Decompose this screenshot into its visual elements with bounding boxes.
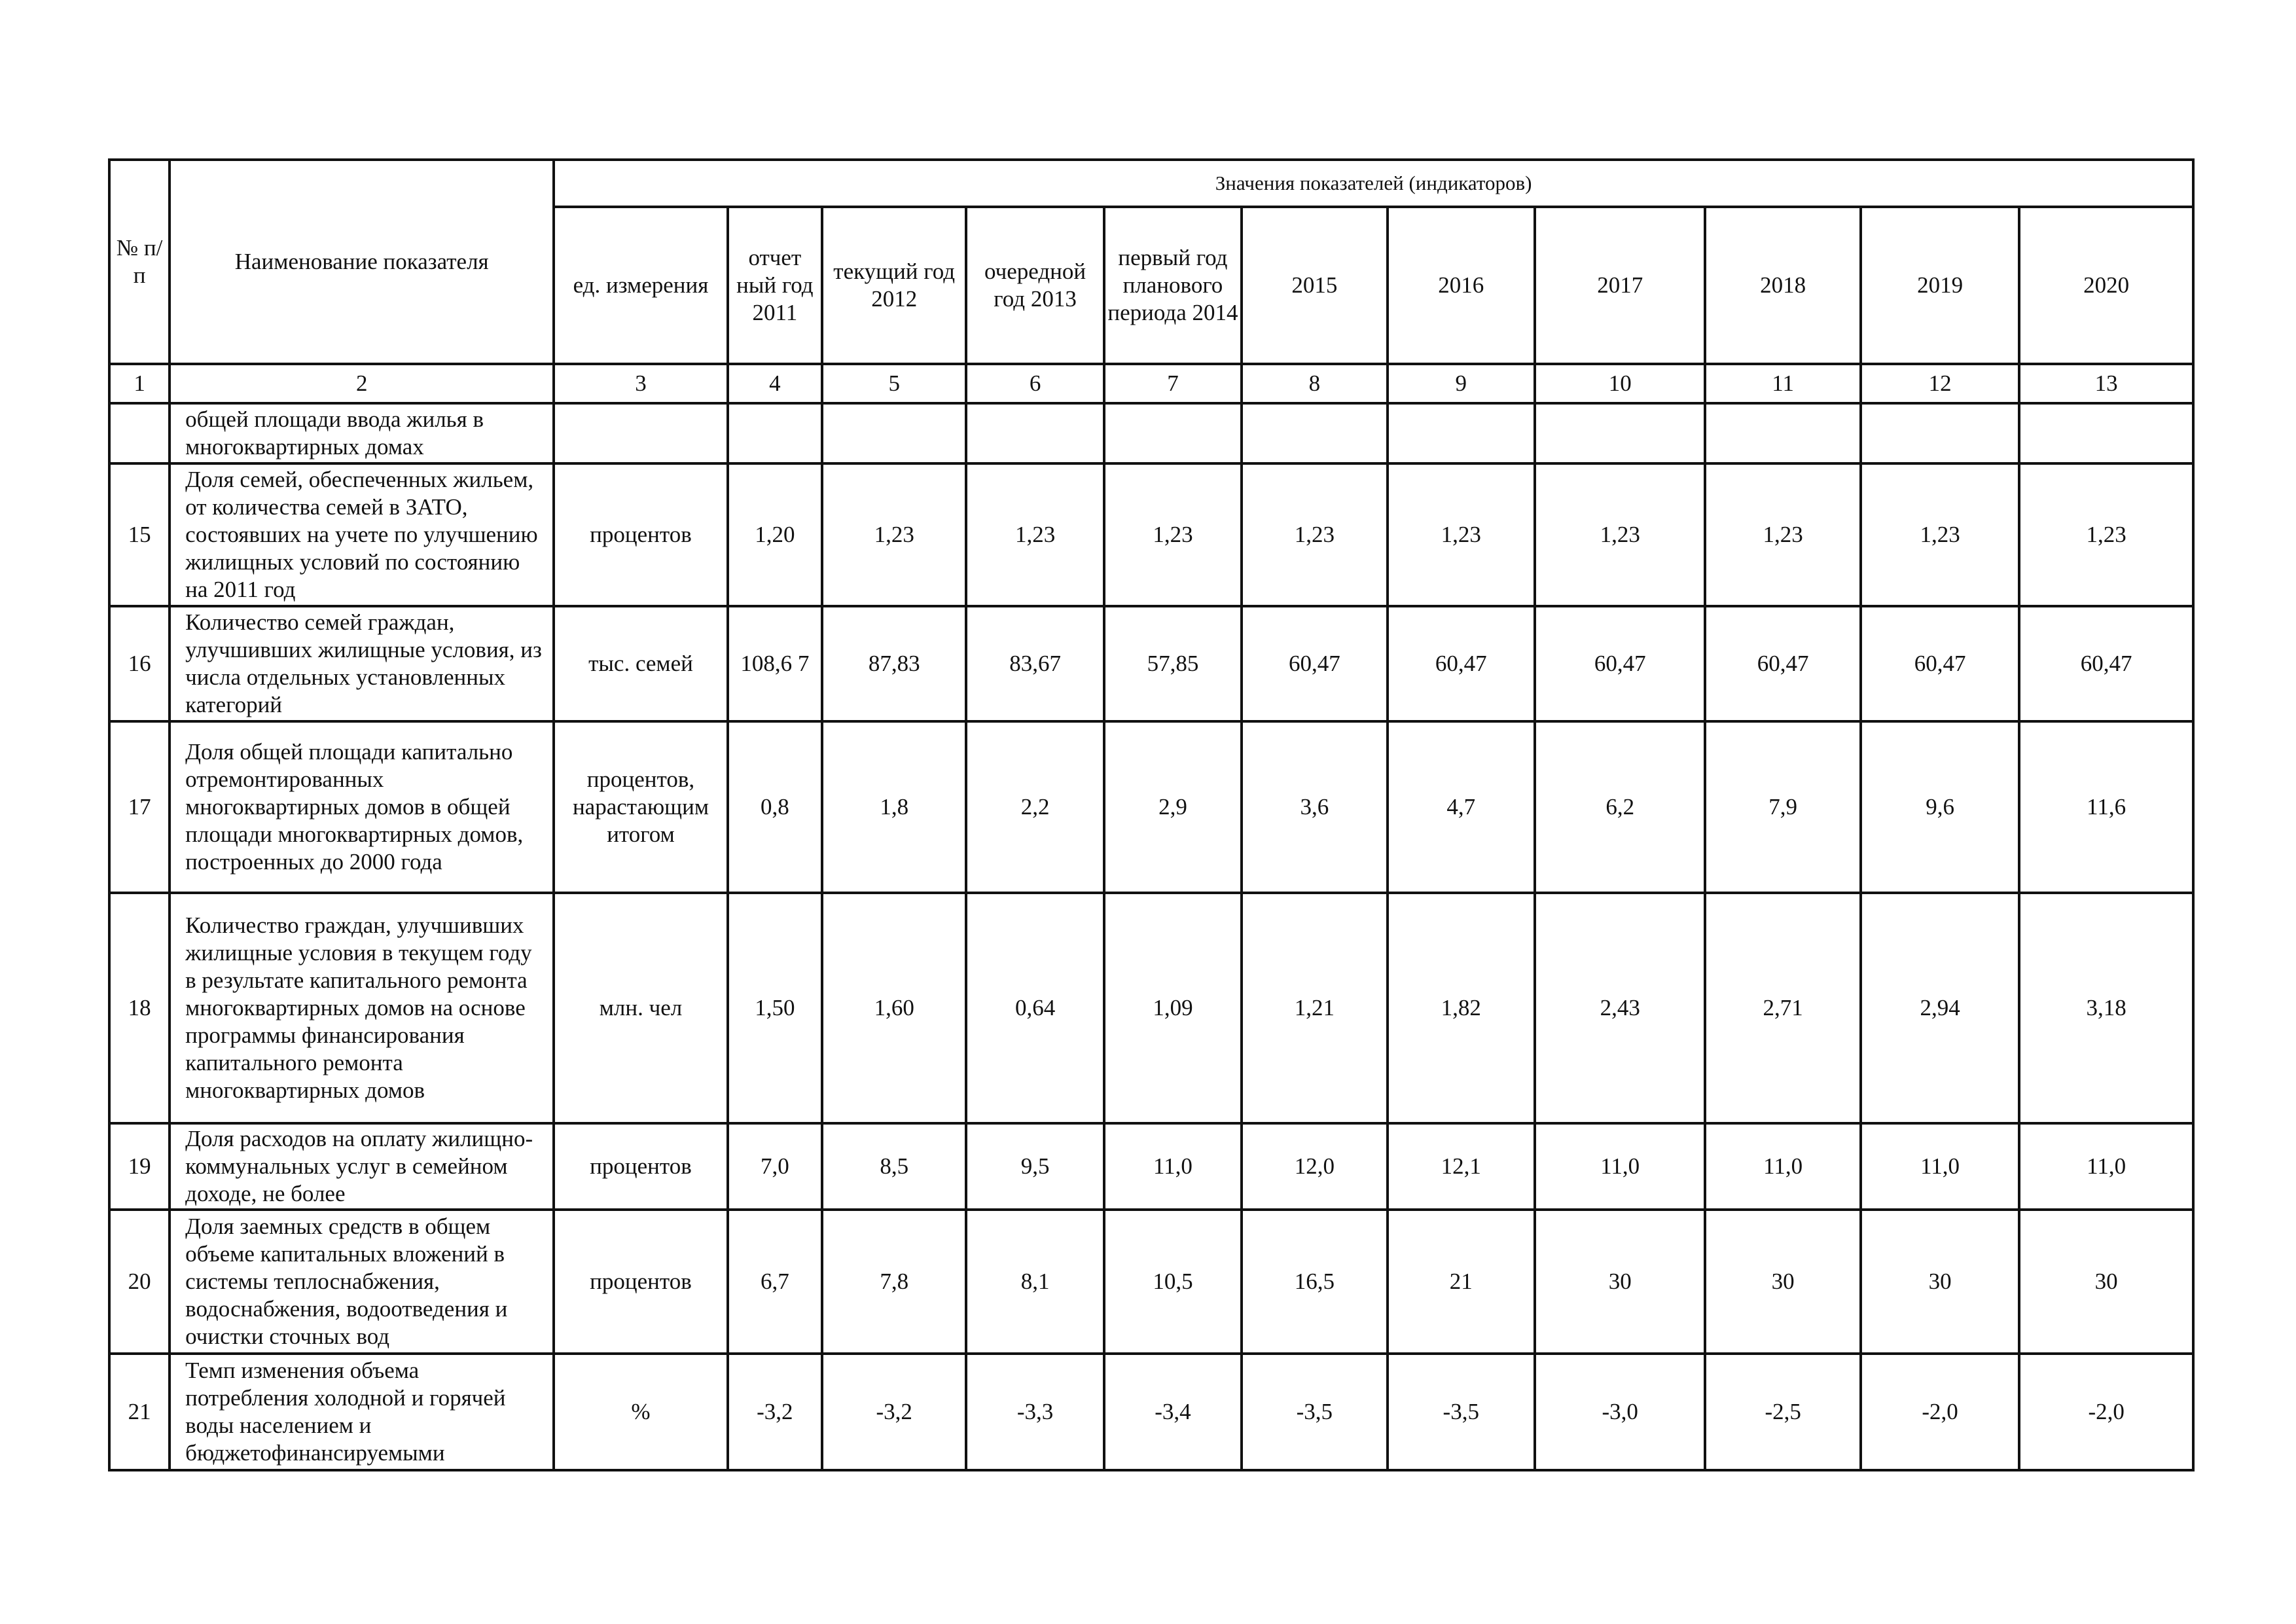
- value-cell: -3,3: [966, 1354, 1103, 1470]
- header-unit: ед. измерения: [554, 207, 727, 364]
- header-num: № п/ п: [109, 160, 170, 364]
- header-year-col: 2018: [1705, 207, 1860, 364]
- value-cell: 16,5: [1242, 1210, 1387, 1354]
- header-year-col: 2017: [1535, 207, 1705, 364]
- value-cell: [728, 403, 822, 463]
- table-row: [109, 721, 2193, 893]
- value-cell: 83,67: [966, 606, 1103, 721]
- indicator-name-cell: Доля заемных средств в общем объеме капитальных вложений в системы теплоснабжения, водоснабжения, водоотведения и очистки сточных вод: [170, 1210, 554, 1354]
- row-number-cell: 20: [109, 1210, 170, 1354]
- unit-cell: тыс. семей: [554, 606, 727, 721]
- value-cell: 1,23: [2019, 463, 2193, 606]
- value-cell: 3,18: [2019, 893, 2193, 1123]
- value-cell: 57,85: [1104, 606, 1242, 721]
- value-cell: 7,0: [728, 1123, 822, 1210]
- value-cell: 60,47: [1535, 606, 1705, 721]
- value-cell: -3,4: [1104, 1354, 1242, 1470]
- value-cell: 11,0: [1705, 1123, 1860, 1210]
- table-row: [109, 463, 2193, 606]
- column-number-cell: 5: [822, 364, 966, 403]
- unit-cell: процентов: [554, 1210, 727, 1354]
- value-cell: [1861, 403, 2019, 463]
- value-cell: 3,6: [1242, 721, 1387, 893]
- value-cell: [2019, 403, 2193, 463]
- value-cell: 8,1: [966, 1210, 1103, 1354]
- value-cell: -3,0: [1535, 1354, 1705, 1470]
- value-cell: 2,71: [1705, 893, 1860, 1123]
- header-year-col: первый год планового периода 2014: [1104, 207, 1242, 364]
- value-cell: 1,20: [728, 463, 822, 606]
- value-cell: -2,5: [1705, 1354, 1860, 1470]
- value-cell: -3,2: [728, 1354, 822, 1470]
- value-cell: 11,0: [2019, 1123, 2193, 1210]
- value-cell: 2,43: [1535, 893, 1705, 1123]
- value-cell: 9,6: [1861, 721, 2019, 893]
- value-cell: 108,6 7: [728, 606, 822, 721]
- unit-cell: процентов: [554, 1123, 727, 1210]
- value-cell: 1,21: [1242, 893, 1387, 1123]
- header-year-col: 2020: [2019, 207, 2193, 364]
- column-number-cell: 9: [1388, 364, 1535, 403]
- row-number-cell: 21: [109, 1354, 170, 1470]
- value-cell: 10,5: [1104, 1210, 1242, 1354]
- column-number-cell: 2: [170, 364, 554, 403]
- column-number-cell: 11: [1705, 364, 1860, 403]
- header-year-col: 2019: [1861, 207, 2019, 364]
- value-cell: 1,23: [1242, 463, 1387, 606]
- column-number-cell: 3: [554, 364, 727, 403]
- value-cell: [966, 403, 1103, 463]
- value-cell: 1,23: [1388, 463, 1535, 606]
- value-cell: 12,0: [1242, 1123, 1387, 1210]
- header-year-col: 2015: [1242, 207, 1387, 364]
- unit-cell: процентов: [554, 463, 727, 606]
- value-cell: 8,5: [822, 1123, 966, 1210]
- value-cell: 60,47: [1388, 606, 1535, 721]
- indicator-name-cell: Количество семей граждан, улучшивших жилищные условия, из числа отдельных установленных категорий: [170, 606, 554, 721]
- column-number-cell: 4: [728, 364, 822, 403]
- column-number-cell: 10: [1535, 364, 1705, 403]
- value-cell: [1535, 403, 1705, 463]
- indicator-name-cell: общей площади ввода жилья в многоквартирных домах: [170, 403, 554, 463]
- value-cell: 11,0: [1535, 1123, 1705, 1210]
- indicator-name-cell: Количество граждан, улучшивших жилищные условия в текущем году в результате капитального ремонта многоквартирных домов на основе программы финансирования капитального ремонта многоквартирных домов: [170, 893, 554, 1123]
- value-cell: [1705, 403, 1860, 463]
- value-cell: 2,9: [1104, 721, 1242, 893]
- value-cell: 1,50: [728, 893, 822, 1123]
- value-cell: 7,9: [1705, 721, 1860, 893]
- value-cell: 6,7: [728, 1210, 822, 1354]
- row-number-cell: 16: [109, 606, 170, 721]
- value-cell: 30: [1705, 1210, 1860, 1354]
- value-cell: 1,23: [1705, 463, 1860, 606]
- value-cell: 6,2: [1535, 721, 1705, 893]
- table-row: [109, 1123, 2193, 1210]
- column-number-cell: 6: [966, 364, 1103, 403]
- value-cell: 11,0: [1104, 1123, 1242, 1210]
- row-number-cell: 19: [109, 1123, 170, 1210]
- value-cell: 9,5: [966, 1123, 1103, 1210]
- row-number-cell: 15: [109, 463, 170, 606]
- column-number-cell: 12: [1861, 364, 2019, 403]
- unit-cell: %: [554, 1354, 727, 1470]
- value-cell: 12,1: [1388, 1123, 1535, 1210]
- header-year-col: очередной год 2013: [966, 207, 1103, 364]
- value-cell: 1,23: [1104, 463, 1242, 606]
- value-cell: -3,5: [1242, 1354, 1387, 1470]
- value-cell: -2,0: [2019, 1354, 2193, 1470]
- value-cell: 0,8: [728, 721, 822, 893]
- unit-cell: процентов, нарастающим итогом: [554, 721, 727, 893]
- column-number-cell: 7: [1104, 364, 1242, 403]
- value-cell: 4,7: [1388, 721, 1535, 893]
- value-cell: -3,5: [1388, 1354, 1535, 1470]
- indicator-name-cell: Темп изменения объема потребления холодной и горячей воды населением и бюджетофинансируемыми: [170, 1354, 554, 1470]
- row-number-cell: 18: [109, 893, 170, 1123]
- value-cell: 1,09: [1104, 893, 1242, 1123]
- value-cell: 1,23: [1861, 463, 2019, 606]
- value-cell: 30: [2019, 1210, 2193, 1354]
- value-cell: 30: [1535, 1210, 1705, 1354]
- value-cell: 60,47: [1242, 606, 1387, 721]
- table-row: [109, 1354, 2193, 1470]
- value-cell: 21: [1388, 1210, 1535, 1354]
- value-cell: 1,23: [966, 463, 1103, 606]
- table-row: [109, 403, 2193, 463]
- value-cell: 1,23: [1535, 463, 1705, 606]
- header-row-group: [109, 160, 2193, 207]
- indicator-name-cell: Доля семей, обеспеченных жильем, от количества семей в ЗАТО, состоявших на учете по улучшению жилищных условий по состоянию на 2011 год: [170, 463, 554, 606]
- table-row: [109, 606, 2193, 721]
- header-name: Наименование показателя: [170, 160, 554, 364]
- value-cell: 7,8: [822, 1210, 966, 1354]
- value-cell: 30: [1861, 1210, 2019, 1354]
- value-cell: 60,47: [1705, 606, 1860, 721]
- header-year-col: 2016: [1388, 207, 1535, 364]
- value-cell: 2,2: [966, 721, 1103, 893]
- column-number-cell: 1: [109, 364, 170, 403]
- value-cell: [1388, 403, 1535, 463]
- row-number-cell: [109, 403, 170, 463]
- value-cell: 2,94: [1861, 893, 2019, 1123]
- value-cell: 11,0: [1861, 1123, 2019, 1210]
- value-cell: 60,47: [1861, 606, 2019, 721]
- indicators-table: [108, 158, 2195, 1471]
- value-cell: 87,83: [822, 606, 966, 721]
- column-number-row: [109, 364, 2193, 403]
- value-cell: [1242, 403, 1387, 463]
- table-row: [109, 893, 2193, 1123]
- table-row: [109, 1210, 2193, 1354]
- value-cell: -2,0: [1861, 1354, 2019, 1470]
- value-cell: [1104, 403, 1242, 463]
- value-cell: 1,82: [1388, 893, 1535, 1123]
- unit-cell: млн. чел: [554, 893, 727, 1123]
- indicator-name-cell: Доля общей площади капитально отремонтированных многоквартирных домов в общей площади многоквартирных домов, построенных до 2000 года: [170, 721, 554, 893]
- value-cell: [822, 403, 966, 463]
- value-cell: 1,60: [822, 893, 966, 1123]
- value-cell: 1,23: [822, 463, 966, 606]
- row-number-cell: 17: [109, 721, 170, 893]
- unit-cell: [554, 403, 727, 463]
- value-cell: 0,64: [966, 893, 1103, 1123]
- header-group-title: Значения показателей (индикаторов): [554, 160, 2193, 207]
- header-year-col: текущий год 2012: [822, 207, 966, 364]
- indicator-name-cell: Доля расходов на оплату жилищно-коммунальных услуг в семейном доходе, не более: [170, 1123, 554, 1210]
- column-number-cell: 13: [2019, 364, 2193, 403]
- value-cell: 11,6: [2019, 721, 2193, 893]
- column-number-cell: 8: [1242, 364, 1387, 403]
- value-cell: 60,47: [2019, 606, 2193, 721]
- value-cell: -3,2: [822, 1354, 966, 1470]
- header-year-col: отчет ный год 2011: [728, 207, 822, 364]
- value-cell: 1,8: [822, 721, 966, 893]
